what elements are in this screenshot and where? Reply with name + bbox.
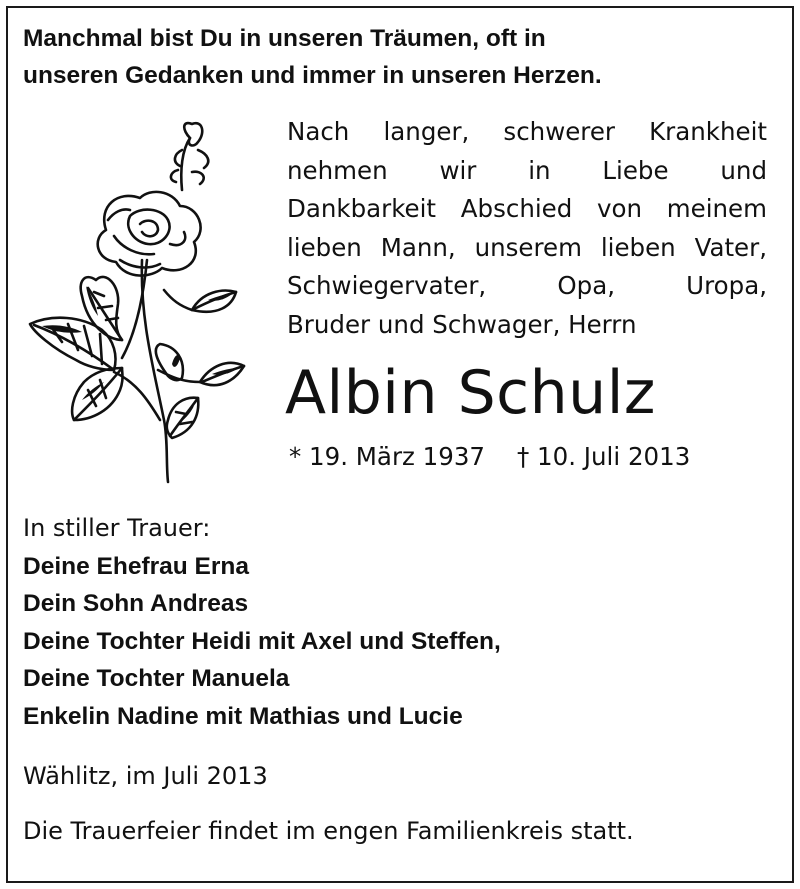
life-dates (289, 437, 690, 477)
intro-line: lieben Mann, unserem lieben Vater, (287, 232, 767, 262)
mourner: Dein Sohn Andreas (23, 590, 249, 617)
motto (23, 20, 773, 94)
mourner: Deine Ehefrau Erna (23, 552, 250, 580)
intro-line: Nach langer, schwerer Krankheit (287, 117, 767, 146)
birth-date: * 19. März 1937 (289, 442, 486, 471)
place-and-date: Wählitz, im Juli 2013 (23, 762, 268, 790)
mourner: Enkelin Nadine mit Mathias und Lucie (23, 702, 463, 730)
mourner: Deine Tochter Manuela (23, 665, 290, 692)
mourners-list (23, 510, 773, 735)
mourning-heading: In stiller Trauer: (23, 514, 211, 542)
motto-line-1: Manchmal bist Du in unseren Träumen, oft in (23, 25, 546, 52)
intro-line: Schwiegervater, Opa, Uropa, (287, 271, 767, 301)
intro-line: Dankbarkeit Abschied von meinem (287, 194, 767, 224)
funeral-note: Die Trauerfeier findet im engen Familienkreis statt. (23, 817, 634, 845)
death-date: † 10. Juli 2013 (517, 442, 691, 471)
motto-line-2: unseren Gedanken und immer in unseren Herzen. (23, 62, 602, 89)
intro-text (287, 113, 767, 345)
mourner: Deine Tochter Heidi mit Axel und Steffen, (23, 627, 501, 655)
intro-line: nehmen wir in Liebe und (287, 155, 767, 185)
intro-line: Bruder und Schwager, Herrn (287, 309, 637, 339)
deceased-name: Albin Schulz (285, 358, 656, 428)
rose-icon (22, 120, 254, 485)
